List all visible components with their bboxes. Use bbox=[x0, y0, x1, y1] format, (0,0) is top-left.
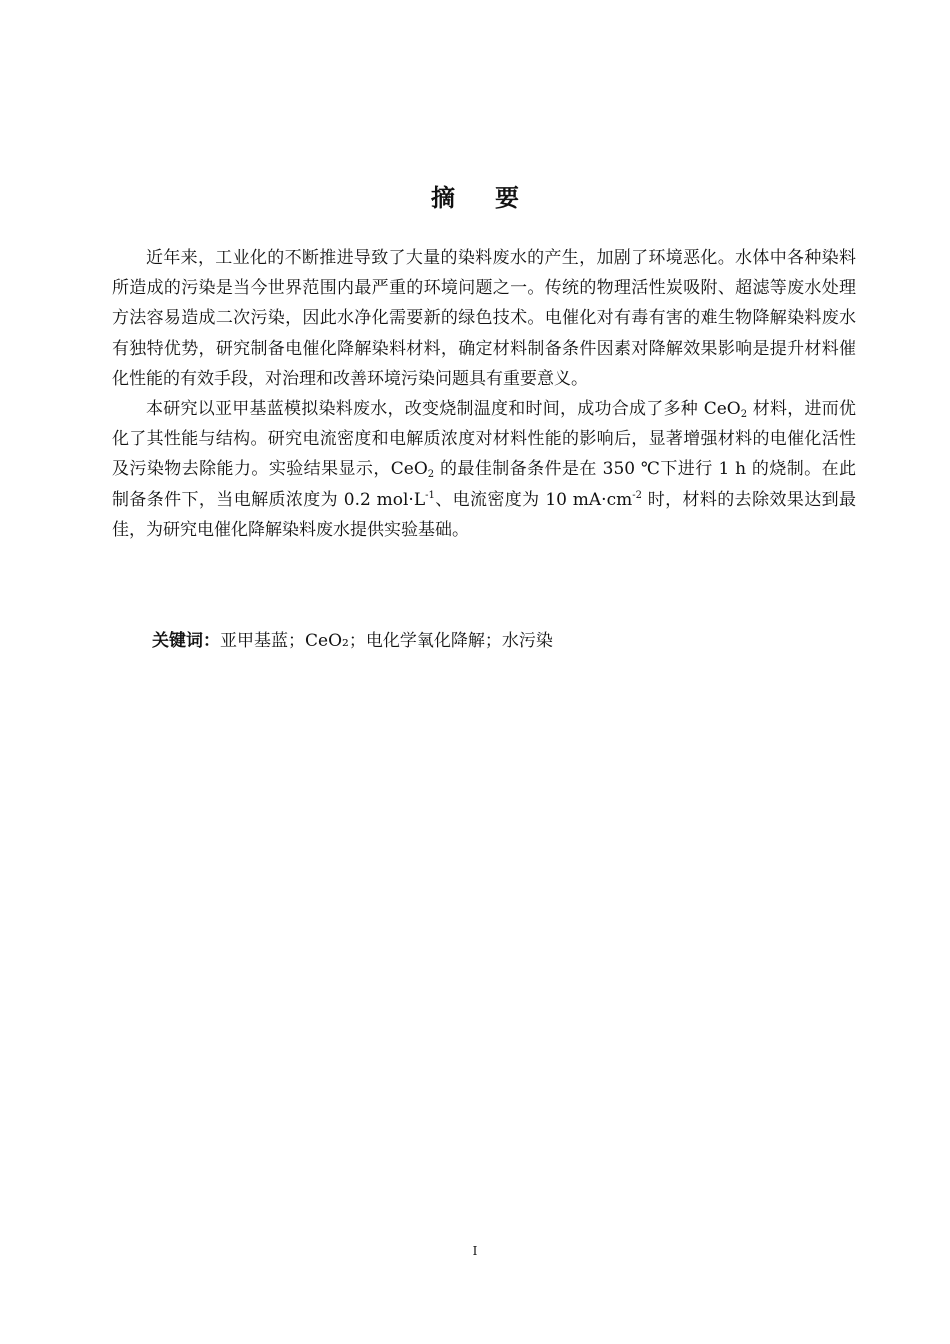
keywords-label: 关键词： bbox=[152, 631, 220, 651]
abstract-paragraph-1: 近年来，工业化的不断推进导致了大量的染料废水的产生，加剧了环境恶化。水体中各种染料所造成的污染是当今世界范围内最严重的环境问题之一。传统的物理活性炭吸附、超滤等废水处理方法容易造成二次污染，因此水净化需要新的绿色技术。电催化对有毒有害的难生物降解染料废水有独特优势，研究制备电催化降解染料材料，确定材料制备条件因素对降解效果影响是提升材料催化性能的有效手段，对治理和改善环境污染问题具有重要意义。 bbox=[112, 248, 856, 389]
p2-subscript-1: 2 bbox=[740, 409, 748, 421]
p2-text-1: 本研究以亚甲基蓝模拟染料废水，改变烧制温度和时间，成功合成了多种 CeO bbox=[146, 399, 741, 420]
title-char-2: 要 bbox=[495, 184, 519, 212]
p2-subscript-2: 2 bbox=[427, 469, 435, 481]
title-char-1: 摘 bbox=[431, 184, 455, 212]
p2-superscript-2: -2 bbox=[632, 489, 642, 501]
abstract-body bbox=[112, 243, 856, 545]
abstract-title bbox=[0, 178, 950, 213]
p2-text-5: 时，材料的去除效果达到最佳，为研究电催化降解染料废水提供实验基础。 bbox=[112, 489, 856, 540]
p2-text-2: 材料，进而优化了其性能与结构。研究电流密度和电解质浓度对材料性能的影响后，显著增强材料的电催化活性及污染物去除能力。实验结果显示，CeO bbox=[112, 399, 856, 480]
p2-text-4: 、电流密度为 10 mA·cm bbox=[434, 489, 633, 510]
keywords-line bbox=[152, 628, 553, 654]
abstract-paragraph-2 bbox=[112, 394, 856, 545]
keywords-list: 亚甲基蓝；CeO₂；电化学氧化降解；水污染 bbox=[220, 631, 553, 651]
p2-text-3: 的最佳制备条件是在 350 ℃下进行 1 h 的烧制。在此制备条件下，当电解质浓度为 0.2 mol·L bbox=[112, 459, 856, 510]
page-number: I bbox=[472, 1244, 478, 1258]
p2-superscript-1: -1 bbox=[425, 489, 435, 501]
